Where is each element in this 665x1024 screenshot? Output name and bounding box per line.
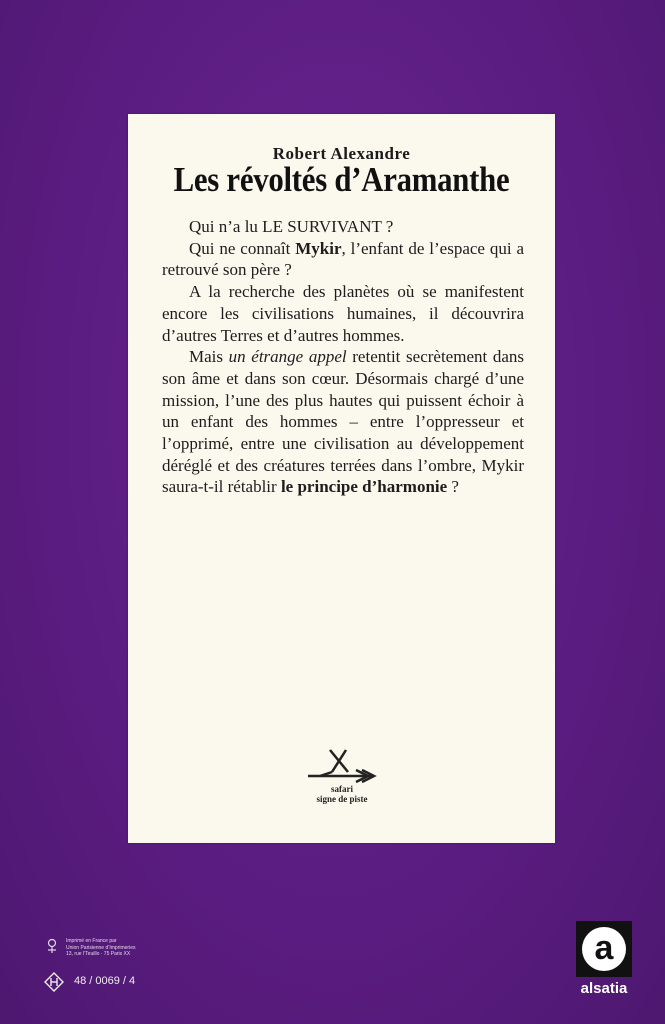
signe-de-piste-label: signe de piste <box>316 794 368 804</box>
safari-label: safari <box>331 784 353 794</box>
printer-mark-icon <box>44 938 60 954</box>
catalog-code: 48 / 0069 / 4 <box>74 975 136 987</box>
printer-line-2: Union Parisienne d’Imprimeries <box>66 944 136 951</box>
blurb-paragraph-2 <box>162 238 524 281</box>
blurb-p4-italic: un étrange appel <box>228 347 347 367</box>
alsatia-letter: a <box>594 929 614 967</box>
blurb-p2-start: Qui ne connaît <box>189 238 296 258</box>
blurb-paragraph-3 <box>162 281 524 346</box>
hachette-logo-icon <box>44 972 64 992</box>
blurb-p2-end: , l’enfant de l’espace qui a retrouvé son père ? <box>162 238 524 280</box>
blurb-paragraph-1 <box>162 216 524 238</box>
back-cover-panel <box>128 114 555 843</box>
blurb-p4-middle: retentit secrètement dans son âme et dans son cœur. Désormais chargé d’une mission, l’une des plus hautes qui puissent échoir à un enfant des hommes – entre l’oppresseur et l’opprimé, entre une civilisation au développement déréglé et des créatures terrées dans l’ombre, Mykir saura-t-il rétablir <box>162 347 525 497</box>
blurb-p4-bold: le principe d’harmonie <box>280 477 448 497</box>
blurb-p4-start: Mais <box>189 347 229 367</box>
arrow-tent-icon <box>302 746 382 784</box>
blurb-paragraph-4 <box>162 346 524 498</box>
publisher-name: alsatia <box>580 980 628 997</box>
blurb-text <box>162 216 524 498</box>
alsatia-logo <box>576 921 632 977</box>
blurb-p2-bold: Mykir <box>295 238 342 258</box>
blurb-p4-end: ? <box>447 477 459 497</box>
printer-line-3: 13, rue l’Teuillo · 75 Paris XX <box>66 951 131 957</box>
safari-series-logo <box>302 746 382 806</box>
printer-line-1: Imprimé en France par <box>66 938 117 944</box>
alsatia-circle <box>582 927 626 971</box>
blurb-p3: A la recherche des planètes où se manifestent encore les civilisations humaines, il découvrira d’autres Terres et d’autres hommes. <box>162 282 524 345</box>
book-title: Les révoltés d’Aramanthe <box>173 160 510 199</box>
blurb-p1: Qui n’a lu LE SURVIVANT ? <box>189 217 394 236</box>
author-name: Robert Alexandre <box>272 144 411 163</box>
